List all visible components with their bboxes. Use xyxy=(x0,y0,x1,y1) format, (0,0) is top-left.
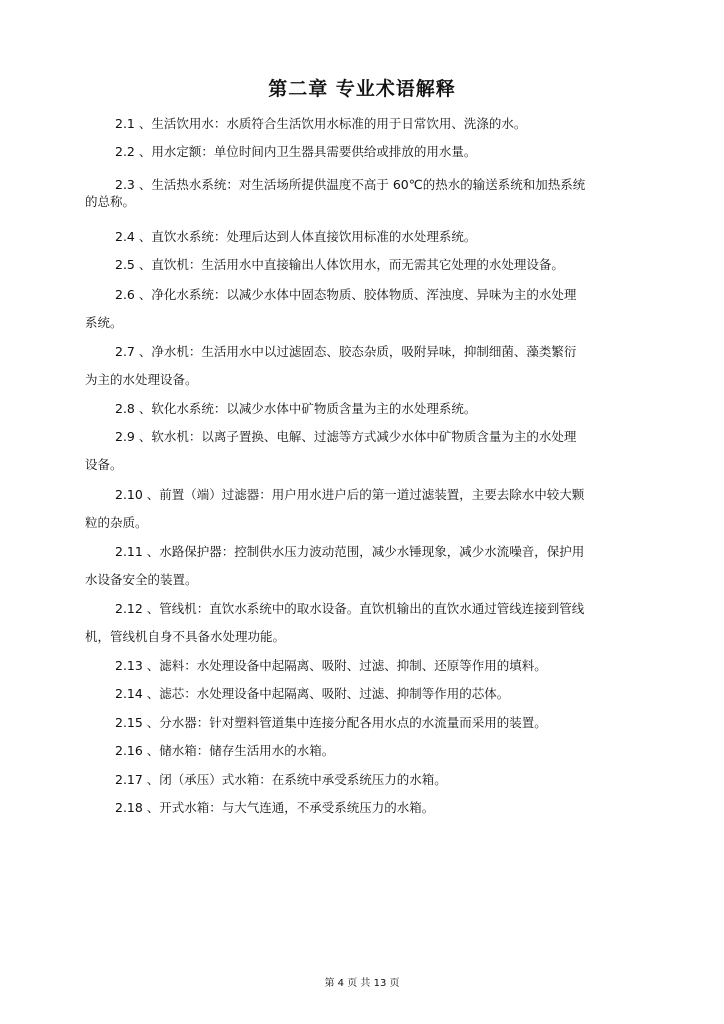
term-2-2: 2.2 、用水定额：单位时间内卫生器具需要供给或排放的用水量。 xyxy=(115,144,477,159)
term-2-11-cont: 水设备安全的装置。 xyxy=(85,572,198,587)
term-2-10: 2.10 、前置（端）过滤器：用户用水进户后的第一道过滤装置，主要去除水中较大颗 xyxy=(115,487,585,502)
term-2-3: 2.3 、生活热水系统：对生活场所提供温度不高于 60℃的热水的输送系统和加热系统 xyxy=(115,177,586,192)
term-2-9: 2.9 、软水机：以离子置换、电解、过滤等方式减少水体中矿物质含量为主的水处理 xyxy=(115,429,577,444)
term-2-7-cont: 为主的水处理设备。 xyxy=(85,372,198,387)
term-2-14: 2.14 、滤芯：水处理设备中起隔离、吸附、过滤、抑制等作用的芯体。 xyxy=(115,686,510,701)
term-2-17: 2.17 、闭（承压）式水箱：在系统中承受系统压力的水箱。 xyxy=(115,772,447,787)
term-2-12: 2.12 、管线机：直饮水系统中的取水设备。直饮机输出的直饮水通过管线连接到管线 xyxy=(115,601,585,616)
term-2-16: 2.16 、储水箱：储存生活用水的水箱。 xyxy=(115,743,335,758)
term-2-13: 2.13 、滤料：水处理设备中起隔离、吸附、过滤、抑制、还原等作用的填料。 xyxy=(115,658,547,673)
term-2-3-cont: 的总称。 xyxy=(85,194,136,209)
term-2-6-cont: 系统。 xyxy=(85,315,123,330)
term-2-5: 2.5 、直饮机：生活用水中直接输出人体饮用水，而无需其它处理的水处理设备。 xyxy=(115,257,564,272)
term-2-1: 2.1 、生活饮用水：水质符合生活饮用水标准的用于日常饮用、洗涤的水。 xyxy=(115,116,527,131)
term-2-12-cont: 机，管线机自身不具备水处理功能。 xyxy=(85,629,286,644)
term-2-6: 2.6 、净化水系统：以减少水体中固态物质、胶体物质、浑浊度、异味为主的水处理 xyxy=(115,287,577,302)
term-2-11: 2.11 、水路保护器：控制供水压力波动范围，减少水锤现象，减少水流噪音，保护用 xyxy=(115,544,585,559)
chapter-title: 第二章 专业术语解释 xyxy=(268,78,456,100)
term-2-15: 2.15 、分水器：针对塑料管道集中连接分配各用水点的水流量而采用的装置。 xyxy=(115,715,547,730)
term-2-9-cont: 设备。 xyxy=(85,457,123,472)
page-number: 第 4 页 共 13 页 xyxy=(324,978,400,989)
term-2-4: 2.4 、直饮水系统：处理后达到人体直接饮用标准的水处理系统。 xyxy=(115,229,477,244)
term-2-8: 2.8 、软化水系统：以减少水体中矿物质含量为主的水处理系统。 xyxy=(115,401,477,416)
term-2-18: 2.18 、开式水箱：与大气连通，不承受系统压力的水箱。 xyxy=(115,800,435,815)
term-2-10-cont: 粒的杂质。 xyxy=(85,515,148,530)
term-2-7: 2.7 、净水机：生活用水中以过滤固态、胶态杂质，吸附异味，抑制细菌、藻类繁衍 xyxy=(115,344,577,359)
